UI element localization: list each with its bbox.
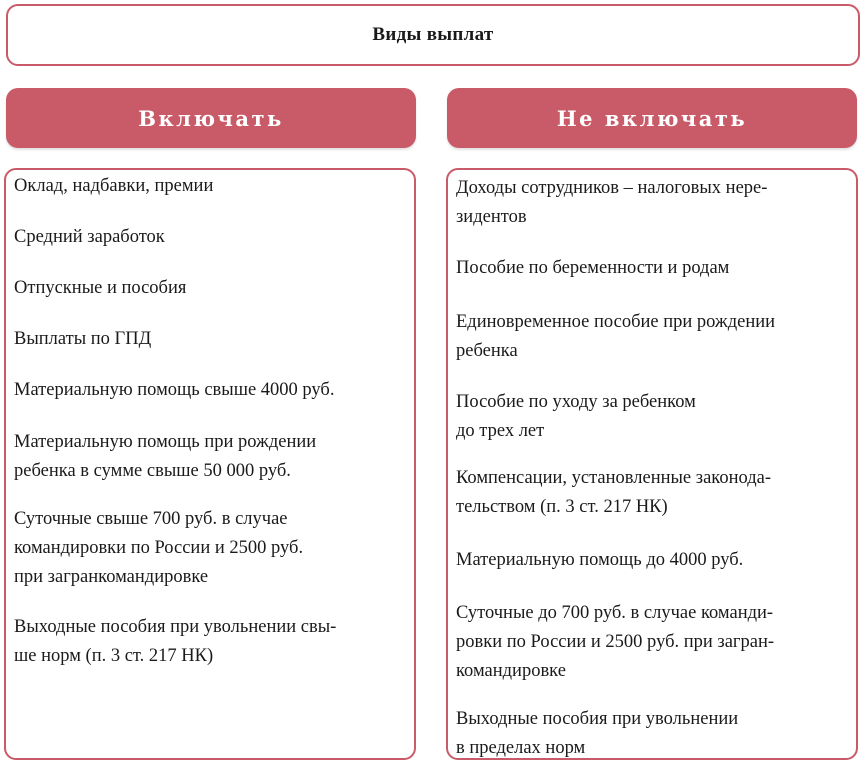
exclude-item: Пособие по уходу за ребенком до трех лет (456, 392, 696, 441)
include-item: Материальную помощь свыше 4000 руб. (14, 380, 335, 400)
exclude-item: Материальную помощь до 4000 руб. (456, 550, 744, 570)
include-item: Отпускные и пособия (14, 278, 187, 298)
include-item: Средний заработок (14, 227, 165, 247)
exclude-item: Доходы сотрудников – налоговых нере- зидентов (456, 178, 768, 227)
exclude-item: Пособие по беременности и родам (456, 258, 730, 278)
exclude-item: Суточные до 700 руб. в случае команди- ровки по России и 2500 руб. при загран- командировке (456, 603, 775, 681)
include-item: Материальную помощь при рождении ребенка в сумме свыше 50 000 руб. (14, 432, 317, 481)
exclude-header: Не включать (447, 88, 857, 148)
include-item: Суточные свыше 700 руб. в случае командировки по России и 2500 руб. при загранкомандировке (14, 509, 304, 587)
exclude-item: Единовременное пособие при рождении ребенка (456, 312, 776, 361)
include-item: Выходные пособия при увольнении свы- ше норм (п. 3 ст. 217 НК) (14, 617, 337, 666)
include-item: Оклад, надбавки, премии (14, 176, 214, 196)
diagram-title: Виды выплат (6, 4, 860, 66)
include-panel (4, 168, 416, 760)
exclude-item: Выходные пособия при увольнении в пределах норм (456, 709, 739, 758)
include-item: Выплаты по ГПД (14, 329, 152, 349)
exclude-panel (446, 168, 858, 760)
exclude-item: Компенсации, установленные законода- тельством (п. 3 ст. 217 НК) (456, 468, 771, 517)
include-header: Включать (6, 88, 416, 148)
